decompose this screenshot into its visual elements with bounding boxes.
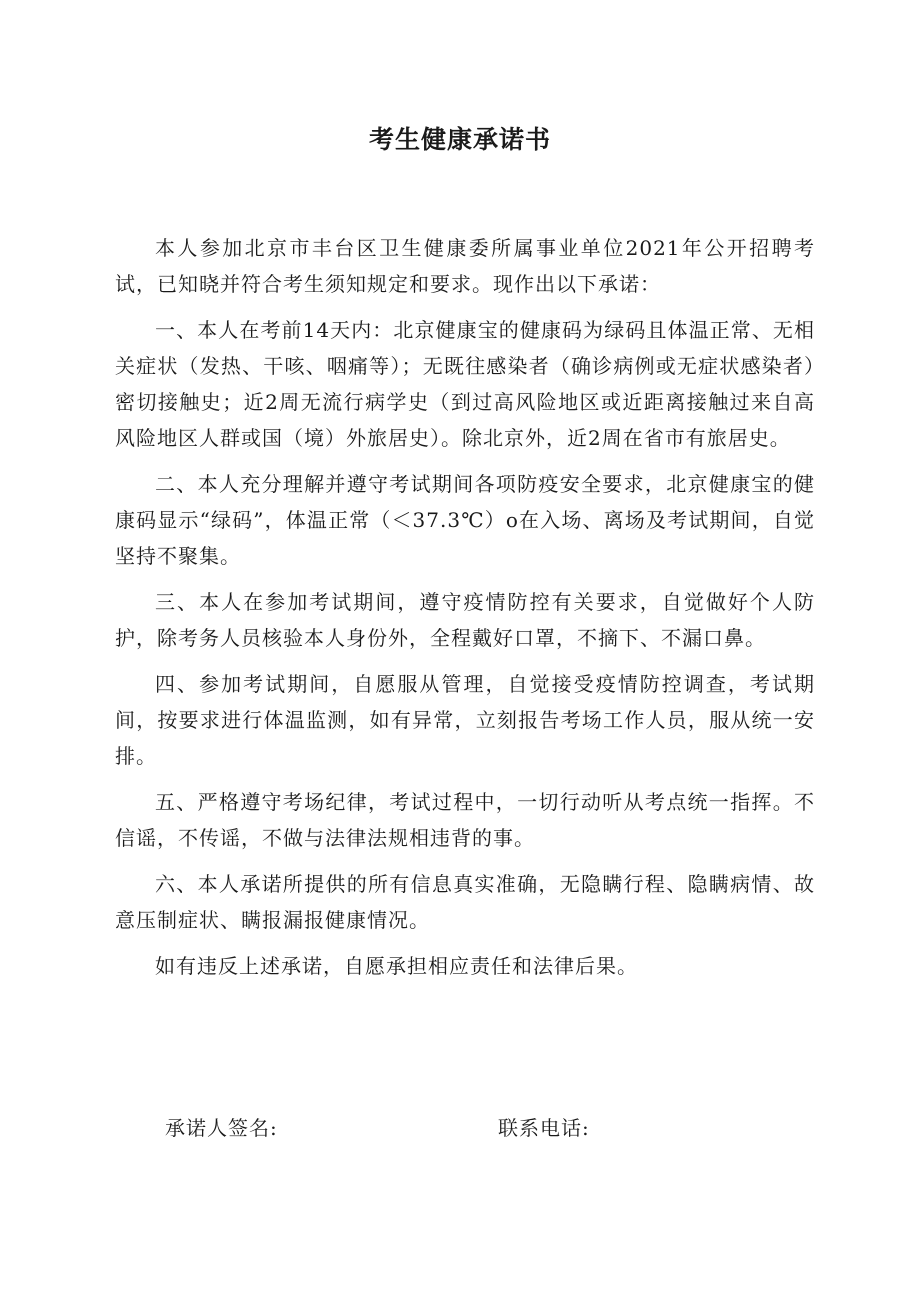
document-body xyxy=(115,230,815,994)
intro-paragraph: 本人参加北京市丰台区卫生健康委所属事业单位2021年公开招聘考试，已知晓并符合考生须知规定和要求。现作出以下承诺： xyxy=(115,236,815,296)
commitment-item-6: 六、本人承诺所提供的所有信息真实准确，无隐瞒行程、隐瞒病情、故意压制症状、瞒报漏报健康情况。 xyxy=(115,872,815,932)
commitment-item-2: 二、本人充分理解并遵守考试期间各项防疫安全要求，北京健康宝的健康码显示“绿码”，体温正常（＜37.3℃）o在入场、离场及考试期间，自觉坚持不聚集。 xyxy=(115,472,815,568)
commitment-item-1: 一、本人在考前14天内：北京健康宝的健康码为绿码且体温正常、无相关症状（发热、干咳、咽痛等）；无既往感染者（确诊病例或无症状感染者）密切接触史；近2周无流行病学史（到过高风险地区或近距离接触过来自高风险地区人群或国（境）外旅居史）。除北京外，近2周在省市有旅居史。 xyxy=(115,318,815,450)
closing-statement: 如有违反上述承诺，自愿承担相应责任和法律后果。 xyxy=(155,954,638,978)
commitment-item-3: 三、本人在参加考试期间，遵守疫情防控有关要求，自觉做好个人防护，除考务人员核验本人身份外，全程戴好口罩，不摘下、不漏口鼻。 xyxy=(115,590,815,650)
document-title: 考生健康承诺书 xyxy=(368,125,551,154)
phone-label: 联系电话: xyxy=(498,1116,590,1140)
signature-label: 承诺人签名: xyxy=(165,1116,278,1140)
commitment-item-5: 五、严格遵守考场纪律，考试过程中，一切行动听从考点统一指挥。不信谣，不传谣，不做与法律法规相违背的事。 xyxy=(115,790,815,850)
signature-row xyxy=(165,1110,815,1146)
commitment-item-4: 四、参加考试期间，自愿服从管理，自觉接受疫情防控调查，考试期间，按要求进行体温监测，如有异常，立刻报告考场工作人员，服从统一安排。 xyxy=(115,672,815,768)
